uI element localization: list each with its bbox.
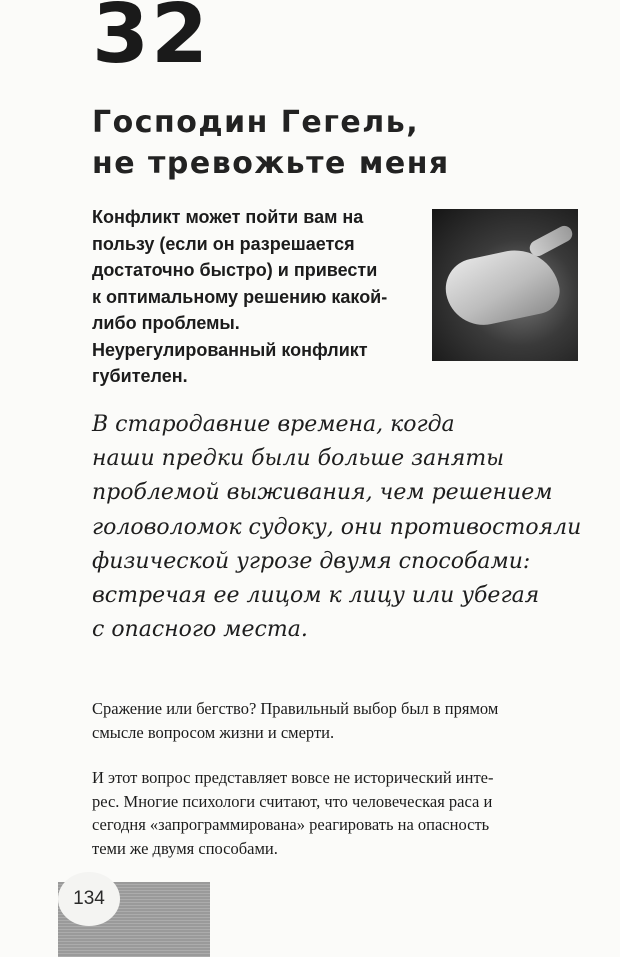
quote-line: В стародавние времена, когда — [92, 412, 455, 437]
lead-line: достаточно быстро) и привести — [92, 260, 378, 280]
body-line: Сражение или бегство? Правильный выбор был в прямом — [92, 699, 499, 718]
quote-line: головоломок судоку, они противостояли — [92, 514, 582, 540]
lead-paragraph — [92, 204, 422, 390]
lead-line: либо проблемы. — [92, 313, 240, 333]
hand-photo — [432, 209, 578, 361]
lead-line: пользу (если он разрешается — [92, 233, 355, 254]
finger-shape — [527, 223, 575, 259]
lead-line: к оптимальному решению какой- — [92, 286, 388, 307]
quote-line: проблемой выживания, чем решением — [92, 480, 553, 506]
lead-line: Конфликт может пойти вам на — [92, 207, 364, 227]
lead-line: Неурегулированный конфликт — [92, 339, 368, 360]
body-line: сегодня «запрограммирована» реагировать на опасность — [92, 815, 490, 834]
quote-line: физической угрозе двумя способами: — [92, 548, 531, 574]
body-paragraph-2 — [92, 766, 592, 860]
hand-shape — [440, 242, 564, 332]
chapter-number: 32 — [92, 0, 211, 82]
quote-line: с опасного места. — [92, 617, 308, 643]
body-line: смысле вопросом жизни и смерти. — [92, 722, 335, 742]
body-paragraph-1 — [92, 697, 592, 744]
lead-line: губителен. — [92, 366, 188, 386]
body-line: теми же двумя способами. — [92, 838, 278, 858]
quote-line: встречая ее лицом к лицу или убегая — [92, 583, 540, 609]
page-number: 134 — [58, 872, 120, 926]
body-line: И этот вопрос представляет вовсе не исторический инте- — [92, 768, 494, 787]
body-line: рес. Многие психологи считают, что человеческая раса и — [92, 791, 493, 811]
chapter-title-line: Господин Гегель, — [92, 105, 420, 140]
quote-line: наши предки были больше заняты — [92, 446, 505, 472]
chapter-title-line: не тревожьте меня — [92, 146, 450, 181]
chapter-title — [92, 102, 450, 184]
handwritten-quote — [92, 408, 582, 647]
